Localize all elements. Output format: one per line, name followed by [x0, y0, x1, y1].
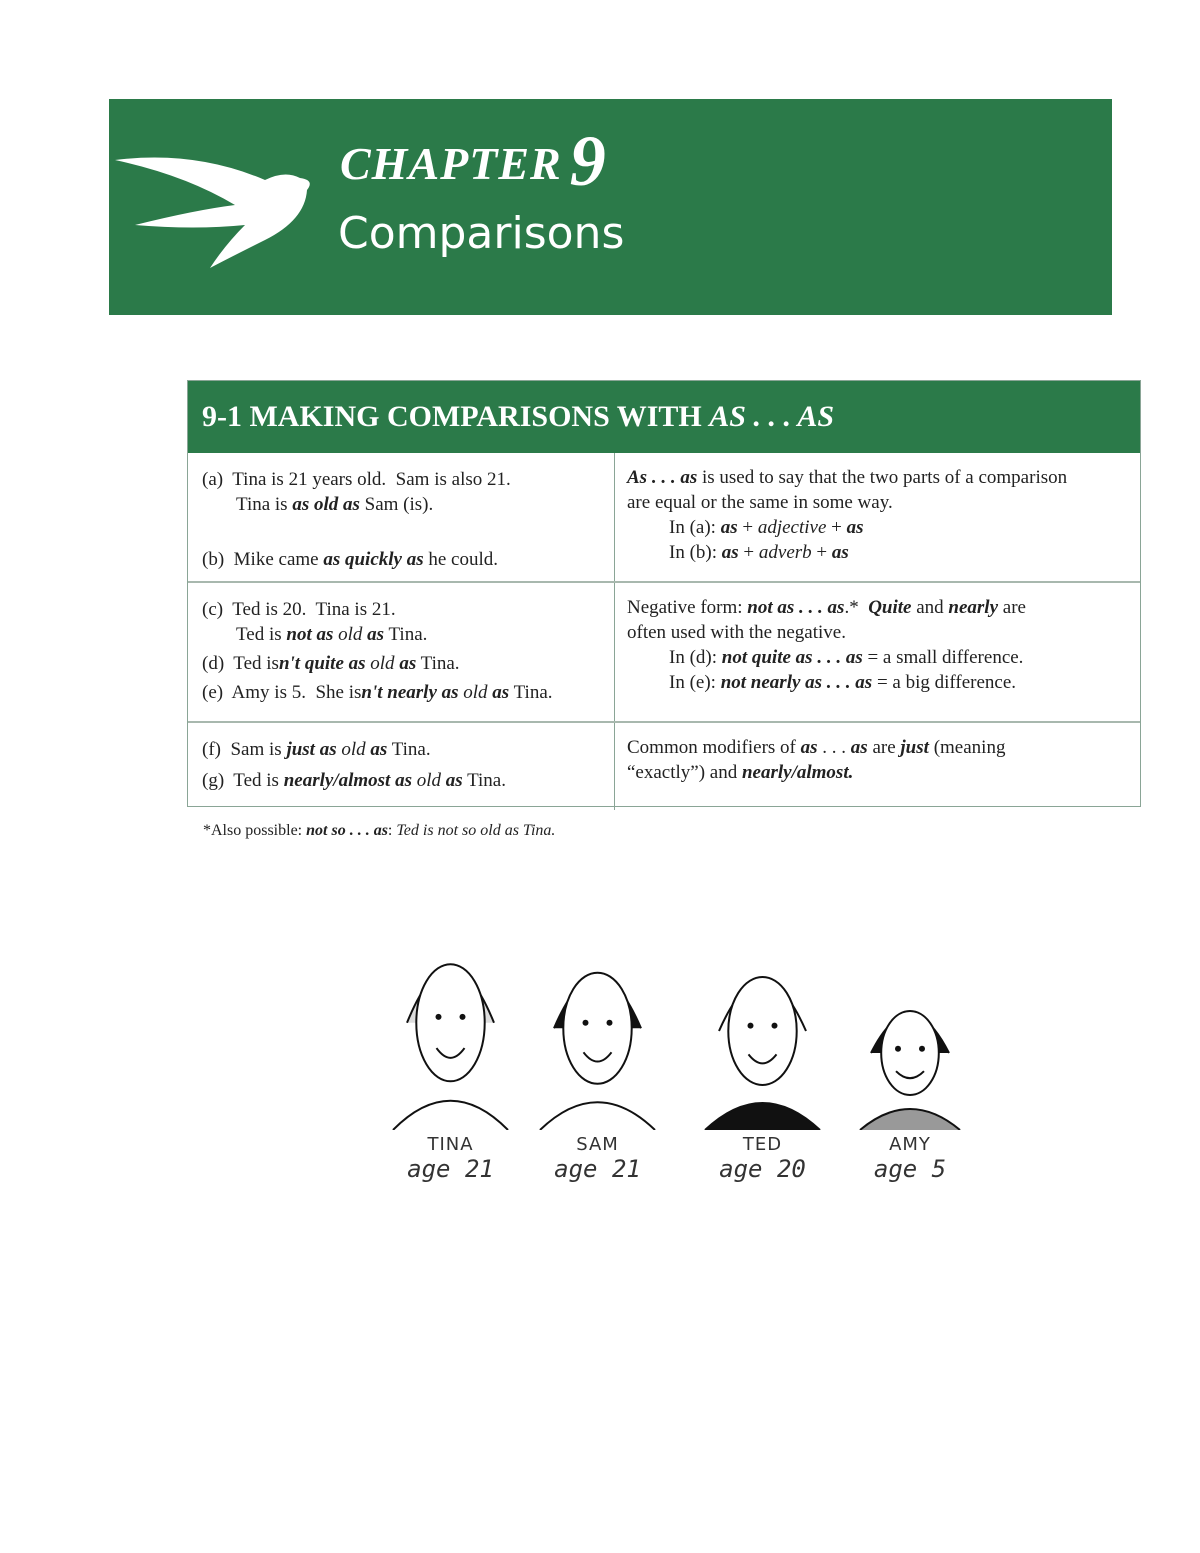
- person-tina: [388, 935, 513, 1183]
- text-run: Common modifiers of: [627, 737, 801, 758]
- chart-row: [188, 581, 1140, 721]
- text-run: and: [911, 597, 949, 618]
- footnote: [203, 822, 555, 840]
- text-line: [627, 645, 1140, 670]
- section-title-text: 9-1 MAKING COMPARISONS WITH: [202, 400, 710, 433]
- text-run: In (b):: [669, 542, 722, 563]
- text-run: as: [721, 542, 739, 563]
- person-age: age 21: [554, 1155, 641, 1183]
- text-run: nearly: [948, 597, 999, 618]
- text-line: [202, 597, 614, 622]
- text-run: not as: [286, 624, 334, 645]
- text-run: as quickly as: [323, 549, 424, 570]
- text-line: [202, 547, 614, 572]
- text-run: adverb: [758, 542, 812, 563]
- text-run: n't nearly as: [361, 682, 459, 703]
- chart-row: [188, 453, 1140, 581]
- text-run: is used to say that the two parts of a comparison: [697, 467, 1068, 488]
- text-line: [627, 620, 1140, 645]
- text-run: adjective: [757, 517, 827, 538]
- text-line: [627, 515, 1140, 540]
- grammar-chart: [187, 380, 1141, 807]
- text-run: +: [826, 517, 847, 538]
- text-run: are equal or the same in some way.: [627, 492, 893, 513]
- text-run: as: [850, 737, 868, 758]
- explanation-cell: [615, 583, 1140, 721]
- text-line: [627, 595, 1140, 620]
- text-run: Tina.: [384, 624, 428, 645]
- text-run: (c) Ted is 20. Tina is 21.: [202, 599, 396, 620]
- text-run: as: [846, 517, 864, 538]
- explanation-cell: [615, 723, 1140, 810]
- text-run: .*: [844, 597, 869, 618]
- text-run: are: [867, 737, 901, 758]
- text-run: as: [394, 653, 417, 674]
- text-run: = a small difference.: [862, 647, 1024, 668]
- text-run: = a big difference.: [872, 672, 1017, 693]
- text-run: Negative form:: [627, 597, 748, 618]
- text-run: as: [365, 739, 388, 760]
- text-line: [202, 517, 614, 547]
- text-run: Ted is: [236, 624, 287, 645]
- text-run: as: [831, 542, 849, 563]
- text-line: [627, 735, 1140, 760]
- text-run: Tina.: [416, 653, 460, 674]
- text-line: [202, 680, 614, 705]
- text-run: Tina.: [462, 770, 506, 791]
- text-run: Tina is: [236, 494, 293, 515]
- text-run: In (d):: [669, 647, 722, 668]
- text-line: [627, 540, 1140, 565]
- text-run: (meaning: [928, 737, 1006, 758]
- person-sam: [535, 945, 660, 1183]
- text-run: +: [811, 542, 832, 563]
- text-run: as: [487, 682, 510, 703]
- person-amy: [855, 990, 965, 1183]
- person-age: age 21: [407, 1155, 494, 1183]
- examples-cell: [188, 723, 615, 810]
- text-run: Quite: [868, 597, 912, 618]
- section-title: [188, 381, 1140, 453]
- person-ted: [700, 950, 825, 1183]
- text-run: In (a):: [669, 517, 721, 538]
- text-line: [202, 467, 614, 492]
- text-run: n't quite as: [278, 653, 366, 674]
- chapter-word: CHAPTER: [340, 138, 562, 189]
- text-run: not quite as . . . as: [721, 647, 863, 668]
- portrait-icon: [855, 990, 965, 1130]
- portrait-icon: [535, 945, 660, 1130]
- text-run: +: [737, 517, 758, 538]
- person-age: age 5: [873, 1155, 947, 1183]
- chapter-number: 9: [569, 121, 607, 201]
- text-run: In (e):: [669, 672, 721, 693]
- chapter-title: Comparisons: [338, 208, 625, 259]
- text-line: [202, 651, 614, 676]
- examples-cell: [188, 583, 615, 721]
- text-line: [627, 760, 1140, 785]
- text-run: old: [336, 739, 366, 760]
- text-run: “exactly”) and: [627, 762, 742, 783]
- text-run: Tina.: [387, 739, 431, 760]
- text-run: he could.: [423, 549, 499, 570]
- text-run: (b) Mike came: [202, 549, 324, 570]
- swallow-logo-icon: [115, 150, 325, 270]
- text-run: old: [333, 624, 363, 645]
- text-run: are: [998, 597, 1026, 618]
- text-run: not so . . . as: [306, 822, 388, 839]
- person-name: TINA: [427, 1134, 474, 1155]
- text-run: (a) Tina is 21 years old. Sam is also 21.: [202, 469, 511, 490]
- text-run: as: [800, 737, 818, 758]
- text-run: not nearly as . . . as: [720, 672, 873, 693]
- text-run: just as: [286, 739, 337, 760]
- text-run: :: [387, 822, 397, 839]
- text-line: [202, 768, 614, 793]
- section-title-italic: AS . . . AS: [709, 400, 835, 433]
- chart-rows: [188, 453, 1140, 810]
- text-run: +: [738, 542, 759, 563]
- text-run: . . .: [817, 737, 851, 758]
- person-name: AMY: [889, 1134, 931, 1155]
- text-run: (f) Sam is: [202, 739, 287, 760]
- text-line: [627, 670, 1140, 695]
- chapter-label: [340, 120, 607, 203]
- portrait-icon: [700, 950, 825, 1130]
- text-line: [627, 465, 1140, 490]
- text-line: [202, 737, 614, 762]
- text-run: Ted is not so old as Tina.: [396, 822, 556, 839]
- text-run: as: [441, 770, 463, 791]
- text-run: *Also possible:: [203, 822, 307, 839]
- text-line: [202, 622, 614, 647]
- text-run: Tina.: [509, 682, 553, 703]
- text-line: [202, 492, 614, 517]
- text-run: (d) Ted is: [202, 653, 279, 674]
- text-run: not as . . . as: [747, 597, 845, 618]
- text-run: often used with the negative.: [627, 622, 846, 643]
- text-run: old: [458, 682, 488, 703]
- examples-cell: [188, 453, 615, 581]
- explanation-cell: [615, 453, 1140, 581]
- text-run: old: [411, 770, 441, 791]
- text-run: nearly/almost.: [741, 762, 854, 783]
- text-run: Sam (is).: [359, 494, 434, 515]
- text-run: old: [365, 653, 395, 674]
- text-line: [627, 490, 1140, 515]
- person-age: age 20: [719, 1155, 806, 1183]
- chart-row: [188, 721, 1140, 810]
- text-run: as: [720, 517, 738, 538]
- person-name: TED: [742, 1134, 783, 1155]
- text-run: as: [362, 624, 385, 645]
- portrait-icon: [388, 935, 513, 1130]
- text-run: (e) Amy is 5. She is: [202, 682, 362, 703]
- text-run: (g) Ted is: [202, 770, 284, 791]
- text-run: nearly/almost as: [283, 770, 412, 791]
- text-run: As . . . as: [627, 467, 698, 488]
- text-run: as old as: [292, 494, 360, 515]
- person-name: SAM: [576, 1134, 619, 1155]
- text-run: just: [900, 737, 929, 758]
